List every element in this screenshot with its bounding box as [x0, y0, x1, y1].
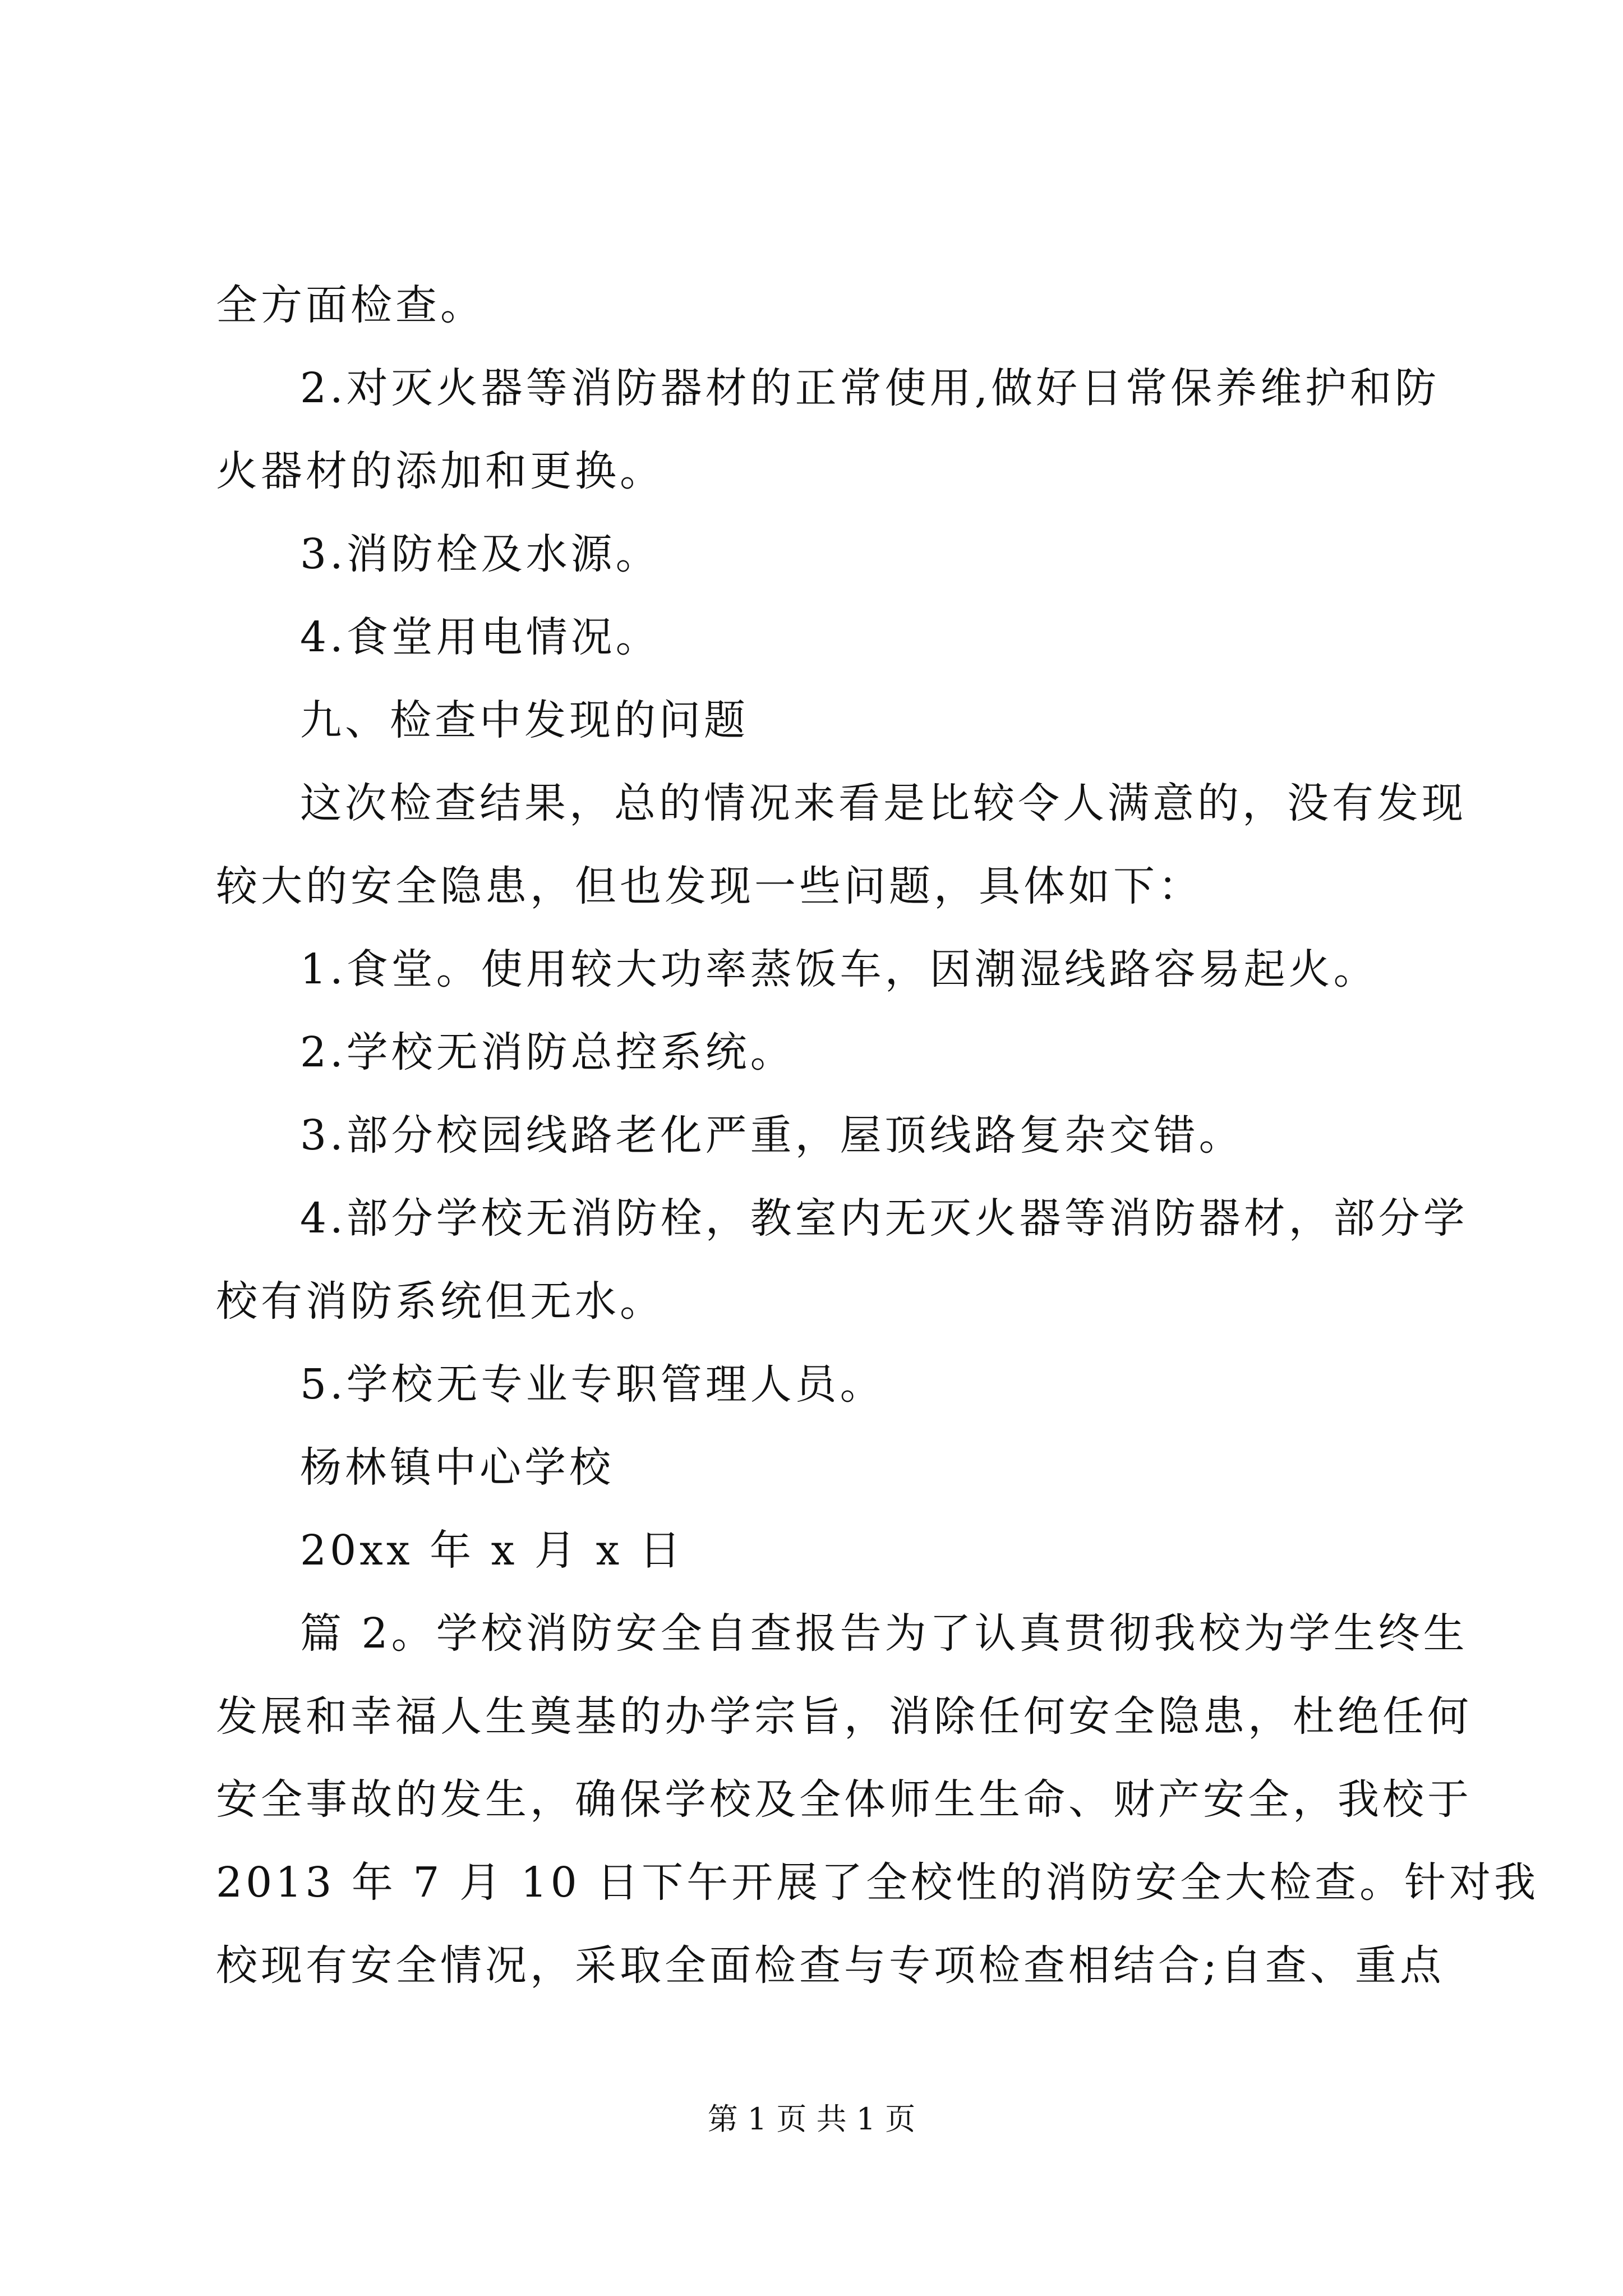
text-line: 2013 年 7 月 10 日下午开展了全校性的消防安全大检查。针对我 [216, 1858, 1539, 1907]
document-body [216, 264, 1539, 2007]
text-line: 篇 2。学校消防安全自查报告为了认真贯彻我校为学生终生 [300, 1609, 1468, 1658]
page-footer: 第 1 页 共 1 页 [707, 2101, 916, 2137]
text-line: 这次检查结果，总的情况来看是比较令人满意的，没有发现 [300, 779, 1467, 827]
text-line: 1.食堂。使用较大功率蒸饭车，因潮湿线路容易起火。 [300, 945, 1378, 993]
text-line: 3.消防栓及水源。 [300, 530, 661, 578]
text-line: 安全事故的发生，确保学校及全体师生生命、财产安全，我校于 [216, 1775, 1472, 1824]
text-line: 5.学校无专业专职管理人员。 [300, 1360, 885, 1409]
text-line: 全方面检查。 [216, 281, 485, 329]
text-line: 2.学校无消防总控系统。 [300, 1028, 795, 1076]
text-line: 3.部分校园线路老化严重，屋顶线路复杂交错。 [300, 1111, 1244, 1159]
signature-date: 20xx 年 x 月 x 日 [300, 1526, 684, 1575]
text-line: 发展和幸福人生奠基的办学宗旨，消除任何安全隐患，杜绝任何 [216, 1692, 1472, 1741]
section-heading: 九、检查中发现的问题 [300, 696, 749, 744]
text-line: 4.食堂用电情况。 [300, 613, 661, 661]
text-line: 校有消防系统但无水。 [216, 1277, 665, 1326]
text-line: 校现有安全情况，采取全面检查与专项检查相结合;自查、重点 [216, 1941, 1445, 1990]
text-line: 火器材的添加和更换。 [216, 447, 665, 495]
signature-organization: 杨林镇中心学校 [300, 1443, 614, 1492]
text-line: 较大的安全隐患，但也发现一些问题，具体如下： [216, 862, 1203, 910]
text-line: 4.部分学校无消防栓，教室内无灭火器等消防器材，部分学 [300, 1194, 1468, 1243]
text-line: 2.对灭火器等消防器材的正常使用,做好日常保养维护和防 [300, 364, 1440, 412]
